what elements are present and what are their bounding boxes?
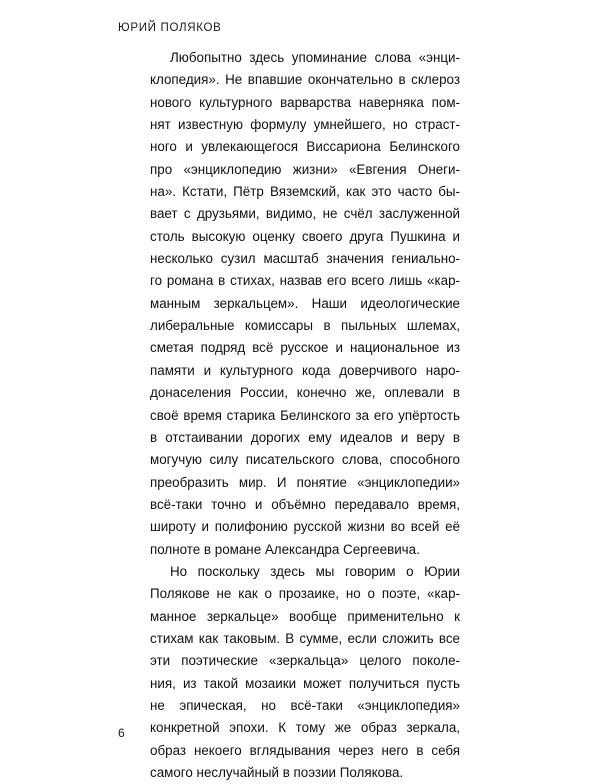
text-line: на». Кстати, Пётр Вяземский, как это часто бы-	[150, 184, 460, 200]
text-line: не эпическая, но всё-таки «энциклопедия»	[150, 697, 460, 713]
text-line: стихам как таковым. В сумме, если сложить все	[150, 630, 460, 646]
text-line: широту и полифонию русской жизни во всей её	[150, 519, 460, 535]
text-line: ния, из такой мозаики может получиться пусть	[150, 675, 460, 691]
text-line: либеральные комиссары в пыльных шлемах,	[150, 318, 460, 334]
text-line: конкретной эпохи. К тому же образ зеркала,	[150, 720, 460, 736]
text-line: донаселения России, конечно же, оплевали в	[150, 385, 460, 401]
text-line: столь высокую оценку своего друга Пушкина и	[150, 228, 460, 244]
body-text	[150, 47, 460, 784]
text-line: самого неслучайный в поэзии Полякова.	[150, 765, 404, 780]
text-line: манным зеркальцем». Наши идеологические	[150, 295, 460, 311]
paragraph-2	[150, 561, 460, 784]
running-head: ЮРИЙ ПОЛЯКОВ	[118, 22, 222, 34]
text-line: несколько сузил масштаб значения гениально-	[150, 251, 460, 267]
text-line: своё время старика Белинского за его упёртость	[150, 407, 460, 423]
text-line: нового культурного варварства наверняка пом-	[150, 94, 460, 110]
text-line: Любопытно здесь упоминание слова «энци-	[170, 50, 460, 65]
paragraph-1	[150, 47, 460, 561]
text-line: образ некоего вглядывания через него в себя	[150, 742, 460, 758]
text-line: могучую силу писательского слова, способного	[150, 452, 460, 468]
text-line: памяти и культурного кода доверчивого наро-	[150, 362, 460, 378]
text-line: полноте в романе Александра Сергеевича.	[150, 541, 420, 557]
text-line: эти поэтические «зеркальца» целого поколе-	[150, 653, 460, 669]
text-line: сметая подряд всё русское и национальное из	[150, 340, 460, 356]
text-line: манное зеркальце» вообще применительно к	[150, 608, 460, 624]
text-line: всё-таки точно и объёмно передавало время,	[150, 496, 460, 512]
text-line: вает с друзьями, видимо, не счёл заслуженной	[150, 206, 460, 222]
text-line: клопедия». Не впавшие окончательно в склероз	[150, 72, 460, 88]
text-line: Но поскольку здесь мы говорим о Юрии	[170, 563, 460, 579]
text-line: Полякове не как о прозаике, но о поэте, «кар-	[150, 586, 460, 602]
text-line: про «энциклопедию жизни» «Евгения Онеги-	[150, 161, 460, 177]
text-line: нят известную формулу умнейшего, но страст-	[150, 117, 460, 133]
text-line: в отстаивании дорогих ему идеалов и веру в	[150, 429, 460, 445]
page-number: 6	[118, 726, 125, 740]
text-line: преобразить мир. И понятие «энциклопедии»	[150, 474, 460, 490]
text-line: ного и увлекающегося Виссариона Белинского	[150, 139, 460, 155]
text-line: го романа в стихах, назвав его всего лишь «кар-	[150, 273, 460, 289]
